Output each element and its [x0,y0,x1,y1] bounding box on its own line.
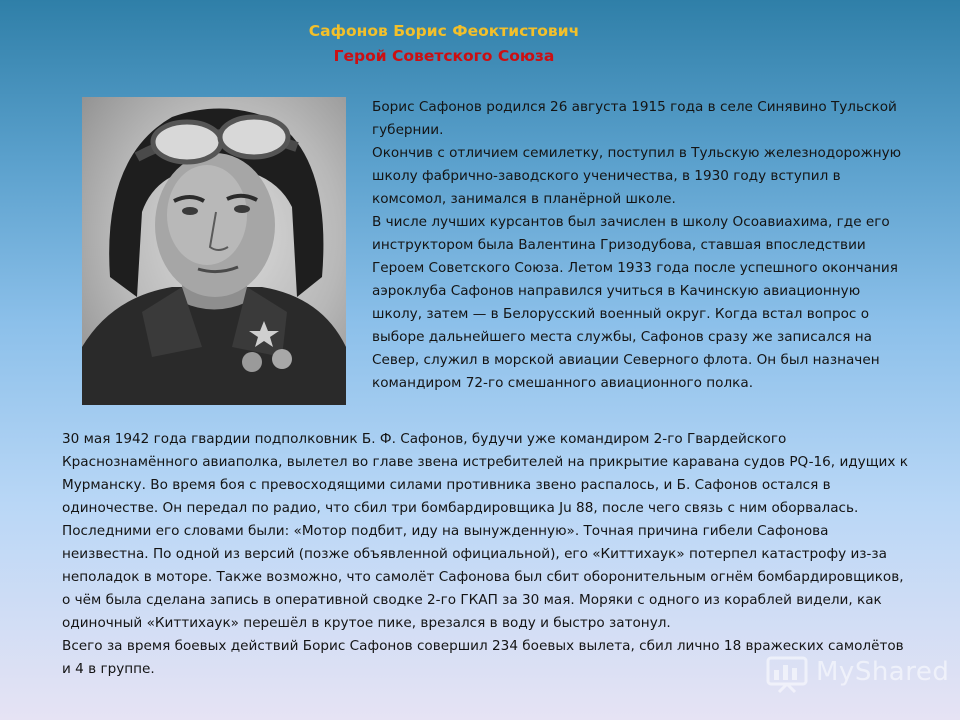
story-paragraph: Всего за время боевых действий Борис Сафонов совершил 234 боевых вылета, сбил лично 18 вражеских самолётов и 4 в группе. [62,638,904,677]
watermark-text: MyShared [816,657,950,687]
presentation-icon [764,654,810,694]
page-title: Сафонов Борис Феоктистович [308,22,580,40]
page-subtitle: Герой Советского Союза [333,47,555,65]
combat-story-text [62,428,912,681]
bio-paragraph: В числе лучших курсантов был зачислен в школу Осоавиахима, где его инструктором была Валентина Гризодубова, ставшая впоследствии Героем Советского Союза. Летом 1933 года после успешного окончания аэроклуба Сафонов направился учиться в Качинскую авиационную школу, затем — в Белорусский военный округ. Когда встал вопрос о выборе дальнейшего места службы, Сафонов сразу же записался на Север, служил в морской авиации Северного флота. Он был назначен командиром 72-го смешанного авиационного полка. [372,214,898,391]
watermark-logo [764,654,950,694]
bio-paragraph: Окончив с отличием семилетку, поступил в Тульскую железнодорожную школу фабрично-заводского ученичества, в 1930 году вступил в комсомол, занимался в планёрной школе. [372,145,902,207]
portrait-photo [82,97,346,405]
story-paragraph: 30 мая 1942 года гвардии подполковник Б. Ф. Сафонов, будучи уже командиром 2-го Гвардейского Краснознамённого авиаполка, вылетел во главе звена истребителей на прикрытие каравана судов PQ-16, идущих к Мурманску. Во время боя с превосходящими силами противника звено распалось, и Б. Сафонов остался в одиночестве. Он передал по радио, что сбил три бомбардировщика Ju 88, после чего связь с ним оборвалась. Последними его словами были: «Мотор подбит, иду на вынужденную». Точная причина гибели Сафонова неизвестна. По одной из версий (позже объявленной официальной), его «Киттихаук» потерпел катастрофу из-за неполадок в моторе. Также возможно, что самолёт Сафонова был сбит оборонительным огнём бомбардировщиков, о чём была сделана запись в оперативной сводке 2-го ГКАП за 30 мая. Моряки с одного из кораблей видели, как одиночный «Киттихаук» перешёл в крутое пике, врезался в воду и быстро затонул. [62,431,908,631]
biography-text [372,96,912,395]
bio-paragraph: Борис Сафонов родился 26 августа 1915 года в селе Синявино Тульской губернии. [372,99,897,138]
